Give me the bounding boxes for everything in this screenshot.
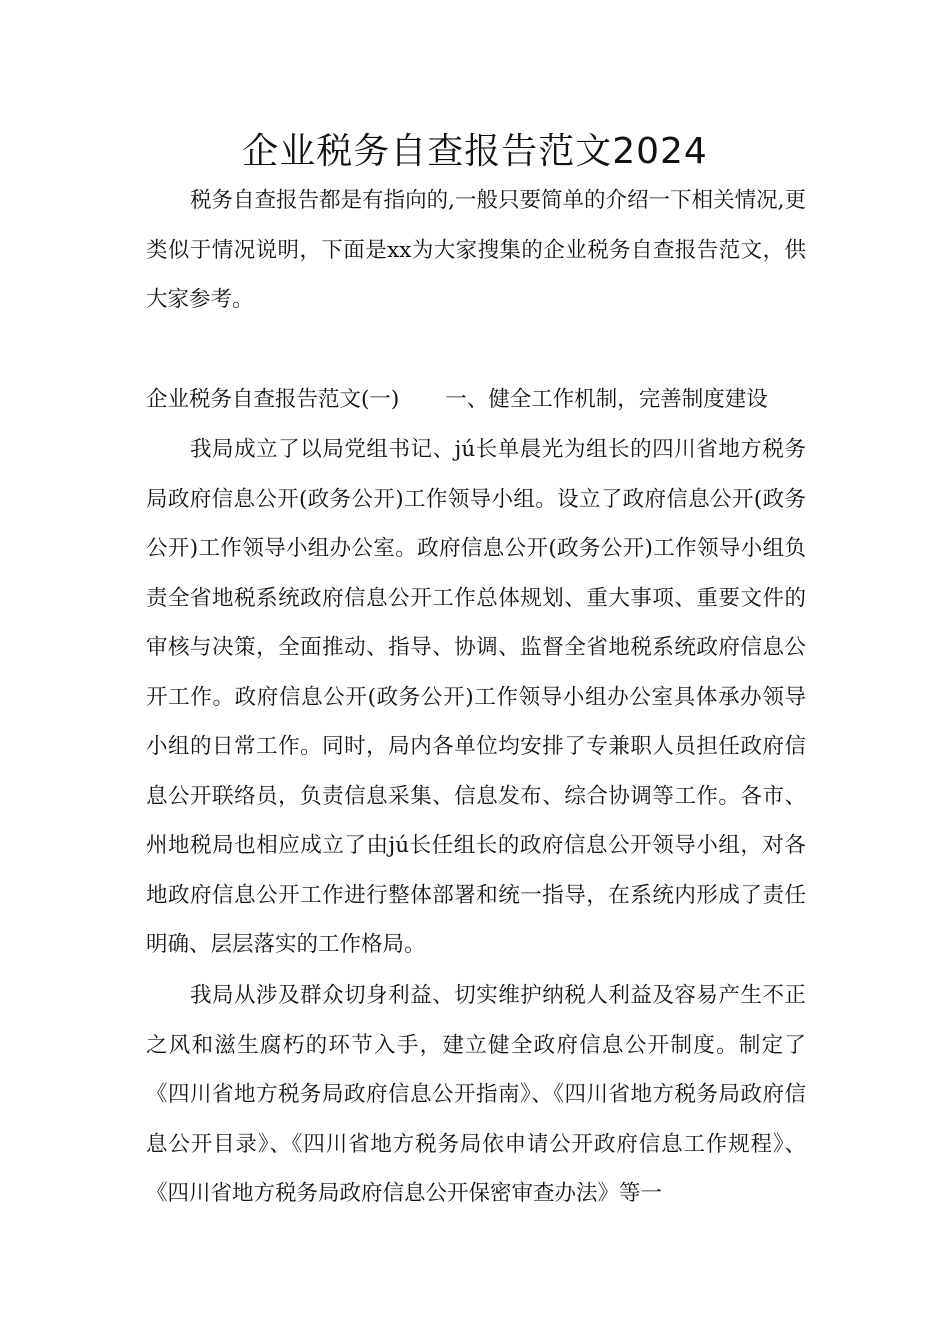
body-paragraph: 我局从涉及群众切身利益、切实维护纳税人利益及容易产生不正之风和滋生腐朽的环节入手，建立健全政府信息公开制度。制定了《四川省地方税务局政府信息公开指南》、《四川省地方税务局政府信息公开目录》、《四川省地方税务局依申请公开政府信息工作规程》、《四川省地方税务局政府信息公开保密审查办法》等一 (146, 983, 806, 1206)
section-heading-line (146, 375, 846, 425)
body-paragraph: 我局成立了以局党组书记、jú长单晨光为组长的四川省地方税务局政府信息公开(政务公开)工作领导小组。设立了政府信息公开(政务公开)工作领导小组办公室。政府信息公开(政务公开)工作领导小组负责全省地税系统政府信息公开工作总体规划、重大事项、重要文件的审核与决策，全面推动、指导、协调、监督全省地税系统政府信息公开工作。政府信息公开(政务公开)工作领导小组办公室具体承办领导小组的日常工作。同时，局内各单位均安排了专兼职人员担任政府信息公开联络员，负责信息采集、信息发布、综合协调等工作。各市、州地税局也相应成立了由jú长任组长的政府信息公开领导小组，对各地政府信息公开工作进行整体部署和统一指导，在系统内形成了责任明确、层层落实的工作格局。 (146, 437, 806, 957)
section-heading: 一、健全工作机制，完善制度建设 (445, 387, 768, 412)
document-title: 企业税务自查报告范文2024 (242, 131, 708, 172)
section-label: 企业税务自查报告范文(一) (146, 387, 400, 412)
intro-paragraph: 税务自查报告都是有指向的,一般只要简单的介绍一下相关情况,更类似于情况说明，下面是xx为大家搜集的企业税务自查报告范文，供大家参考。 (146, 188, 806, 312)
